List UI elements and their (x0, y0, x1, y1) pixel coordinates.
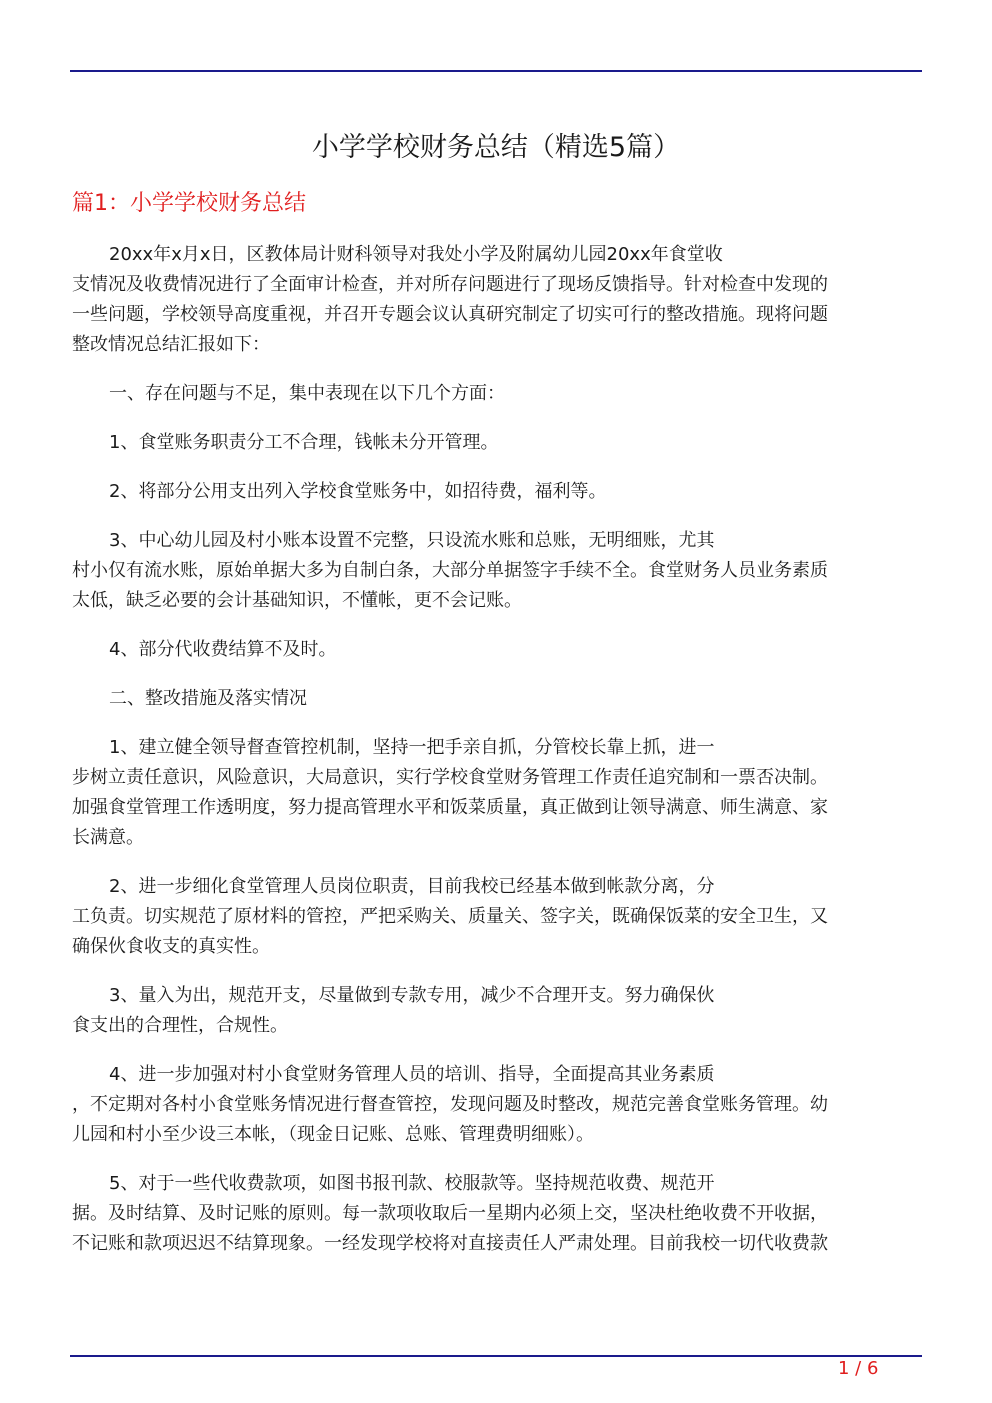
paragraph-line: 20xx年x月x日，区教体局计财科领导对我处小学及附属幼儿园20xx年食堂收 (109, 244, 723, 265)
body-paragraph (72, 1169, 912, 1259)
body-paragraph (72, 733, 912, 853)
paragraph-line: 4、进一步加强对村小食堂财务管理人员的培训、指导，全面提高其业务素质 (109, 1064, 715, 1085)
body-paragraph (72, 684, 912, 714)
paragraph-line: 一、存在问题与不足，集中表现在以下几个方面： (109, 383, 505, 404)
paragraph-line: 食支出的合理性，合规性。 (72, 1015, 288, 1036)
paragraph-line: 支情况及收费情况进行了全面审计检查，并对所存问题进行了现场反馈指导。针对检查中发现的 (72, 274, 828, 295)
paragraph-line: 5、对于一些代收费款项，如图书报刊款、校服款等。坚持规范收费、规范开 (109, 1173, 715, 1194)
paragraph-line: 3、中心幼儿园及村小账本设置不完整，只设流水账和总账，无明细账，尤其 (109, 530, 715, 551)
page-number: 1 / 6 (838, 1358, 879, 1379)
paragraph-line: 工负责。切实规范了原材料的管控，严把采购关、质量关、签字关，既确保饭菜的安全卫生，又 (72, 906, 828, 927)
paragraph-line: 1、建立健全领导督查管控机制，坚持一把手亲自抓，分管校长靠上抓，进一 (109, 737, 715, 758)
paragraph-line: 1、食堂账务职责分工不合理，钱帐未分开管理。 (109, 432, 499, 453)
paragraph-line: 村小仅有流水账，原始单据大多为自制白条，大部分单据签字手续不全。食堂财务人员业务素质 (72, 560, 828, 581)
document-body (72, 240, 912, 1278)
paragraph-line: 太低，缺乏必要的会计基础知识，不懂帐，更不会记账。 (72, 590, 522, 611)
paragraph-line: 步树立责任意识，风险意识，大局意识，实行学校食堂财务管理工作责任追究制和一票否决制。 (72, 767, 828, 788)
paragraph-line: 不记账和款项迟迟不结算现象。一经发现学校将对直接责任人严肃处理。目前我校一切代收费款 (72, 1233, 828, 1254)
header-rule (70, 70, 922, 72)
paragraph-line: 确保伙食收支的真实性。 (72, 936, 270, 957)
body-paragraph (72, 872, 912, 962)
paragraph-line: 长满意。 (72, 827, 144, 848)
body-paragraph (72, 428, 912, 458)
paragraph-line: 2、进一步细化食堂管理人员岗位职责，目前我校已经基本做到帐款分离，分 (109, 876, 715, 897)
body-paragraph (72, 1060, 912, 1150)
footer-rule (70, 1355, 922, 1357)
paragraph-line: 加强食堂管理工作透明度，努力提高管理水平和饭菜质量，真正做到让领导满意、师生满意、家 (72, 797, 828, 818)
document-title: 小学学校财务总结（精选5篇） (311, 132, 681, 163)
paragraph-line: 3、量入为出，规范开支，尽量做到专款专用，减少不合理开支。努力确保伙 (109, 985, 715, 1006)
body-paragraph (72, 981, 912, 1041)
paragraph-line: 一些问题，学校领导高度重视，并召开专题会议认真研究制定了切实可行的整改措施。现将问题 (72, 304, 828, 325)
body-paragraph (72, 240, 912, 360)
body-paragraph (72, 526, 912, 616)
paragraph-line: 据。及时结算、及时记账的原则。每一款项收取后一星期内必须上交，坚决杜绝收费不开收据， (72, 1203, 828, 1224)
paragraph-line: 2、将部分公用支出列入学校食堂账务中，如招待费，福利等。 (109, 481, 607, 502)
paragraph-line: 4、部分代收费结算不及时。 (109, 639, 337, 660)
body-paragraph (72, 635, 912, 665)
body-paragraph (72, 379, 912, 409)
paragraph-line: 儿园和村小至少设三本帐，（现金日记账、总账、管理费明细账）。 (72, 1124, 594, 1145)
body-paragraph (72, 477, 912, 507)
paragraph-line: ，不定期对各村小食堂账务情况进行督查管控，发现问题及时整改，规范完善食堂账务管理。幼 (72, 1094, 828, 1115)
paragraph-line: 二、整改措施及落实情况 (109, 688, 307, 709)
section-heading: 篇1：小学学校财务总结 (72, 191, 306, 216)
paragraph-line: 整改情况总结汇报如下： (72, 334, 270, 355)
